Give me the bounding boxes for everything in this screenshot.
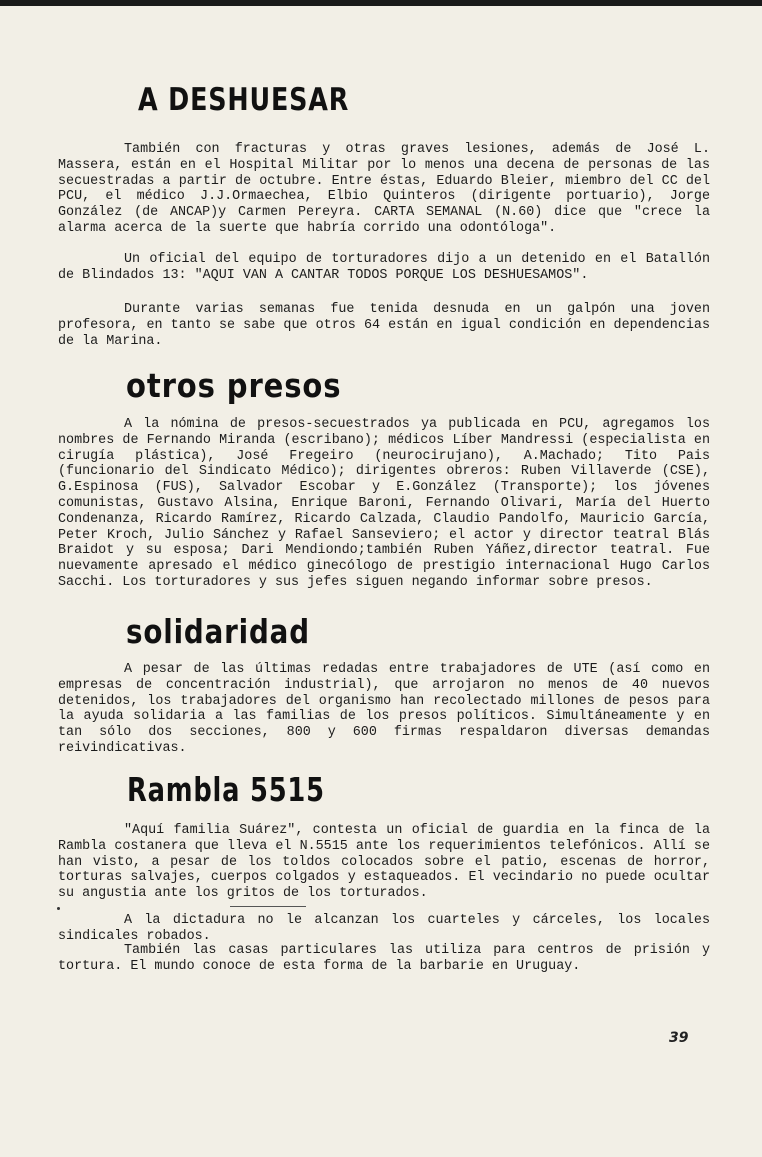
section-heading-solidaridad: solidaridad	[126, 612, 310, 651]
section-heading-rambla: Rambla 5515	[127, 770, 325, 809]
paragraph-familia-suarez: "Aquí familia Suárez", contesta un oficial de guardia en la finca de la Rambla costanera que lleva el N.5515 ante los requerimientos telefónicos. Allí se han visto, a pesar de los toldos colocados sobre el patio, escenas de horror, torturas salvajes, cuerpos colgados y estaqueados. El vecindario no puede ocultar su angustia ante los gritos de los torturados.	[58, 823, 710, 902]
paragraph-nomina-presos: A la nómina de presos-secuestrados ya publicada en PCU, agregamos los nombres de Fernando Miranda (escribano); médicos Líber Mandressi (especialista en cirugía plástica), José Fregeiro (neurocirujano), A.Machado; Tito Pais (funcionario del Sindicato Médico); dirigentes obreros: Ruben Villaverde (CSE), G.Espinosa (FUS), Salvador Escobar y E.González (Transporte); los jóvenes comunistas, Gustavo Alsina, Enrique Baroni, Fernando Olivari, María del Huerto Condenanza, Ricardo Ramírez, Ricardo Calzada, Claudio Pandolfo, Mauricio García, Peter Kroch, Julio Sánchez y Rafael Sanseviero; el actor y director teatral Blás Braidot y su esposa; Dari Mendiondo;también Ruben Yáñez,director teatral. Fue nuevamente apresado el médico ginecólogo de prestigio internacional Hugo Carlos Sacchi. Los torturadores y sus jefes siguen negando informar sobre presos.	[58, 417, 710, 590]
section-heading-deshuesar: A DESHUESAR	[138, 82, 350, 118]
page-number: 39	[669, 1030, 689, 1046]
section-heading-otros-presos: otros presos	[126, 366, 342, 405]
paragraph-ute: A pesar de las últimas redadas entre trabajadores de UTE (así como en empresas de concentración industrial), que arrojaron no menos de 40 nuevos detenidos, los trabajadores del organismo han recolectado millones de pesos para la ayuda solidaria a las familias de los presos políticos. Simultáneamente y en tan sólo dos secciones, 800 y 600 firmas respaldaron diversas demandas reivindicativas.	[58, 662, 710, 756]
paragraph-hospital-militar: También con fracturas y otras graves lesiones, además de José L. Massera, están en el Hospital Militar por lo menos una decena de personas de las secuestradas a partir de octubre. Entre éstas, Eduardo Bleier, miembro del CC del PCU, el médico J.J.Ormaechea, Elbio Quinteros (dirigente portuario), Jorge González (de ANCAP)y Carmen Pereyra. CARTA SEMANAL (N.60) dice que "crece la alarma acerca de la suerte que habría corrido una odontóloga".	[58, 142, 710, 236]
ink-dot	[57, 907, 60, 910]
paragraph-batallon: Un oficial del equipo de torturadores dijo a un detenido en el Batallón de Blindados 13: "AQUI VAN A CANTAR TODOS PORQUE LOS DESHUESAMOS".	[58, 252, 710, 283]
paragraph-profesora: Durante varias semanas fue tenida desnuda en un galpón una joven profesora, en tanto se sabe que otros 64 están en igual condición en dependencias de la Marina.	[58, 302, 710, 349]
pencil-mark	[230, 906, 306, 907]
paragraph-dictadura: A la dictadura no le alcanzan los cuarteles y cárceles, los locales sindicales robados.	[58, 913, 710, 944]
paragraph-casas-particulares: También las casas particulares las utiliza para centros de prisión y tortura. El mundo conoce de esta forma de la barbarie en Uruguay.	[58, 943, 710, 974]
